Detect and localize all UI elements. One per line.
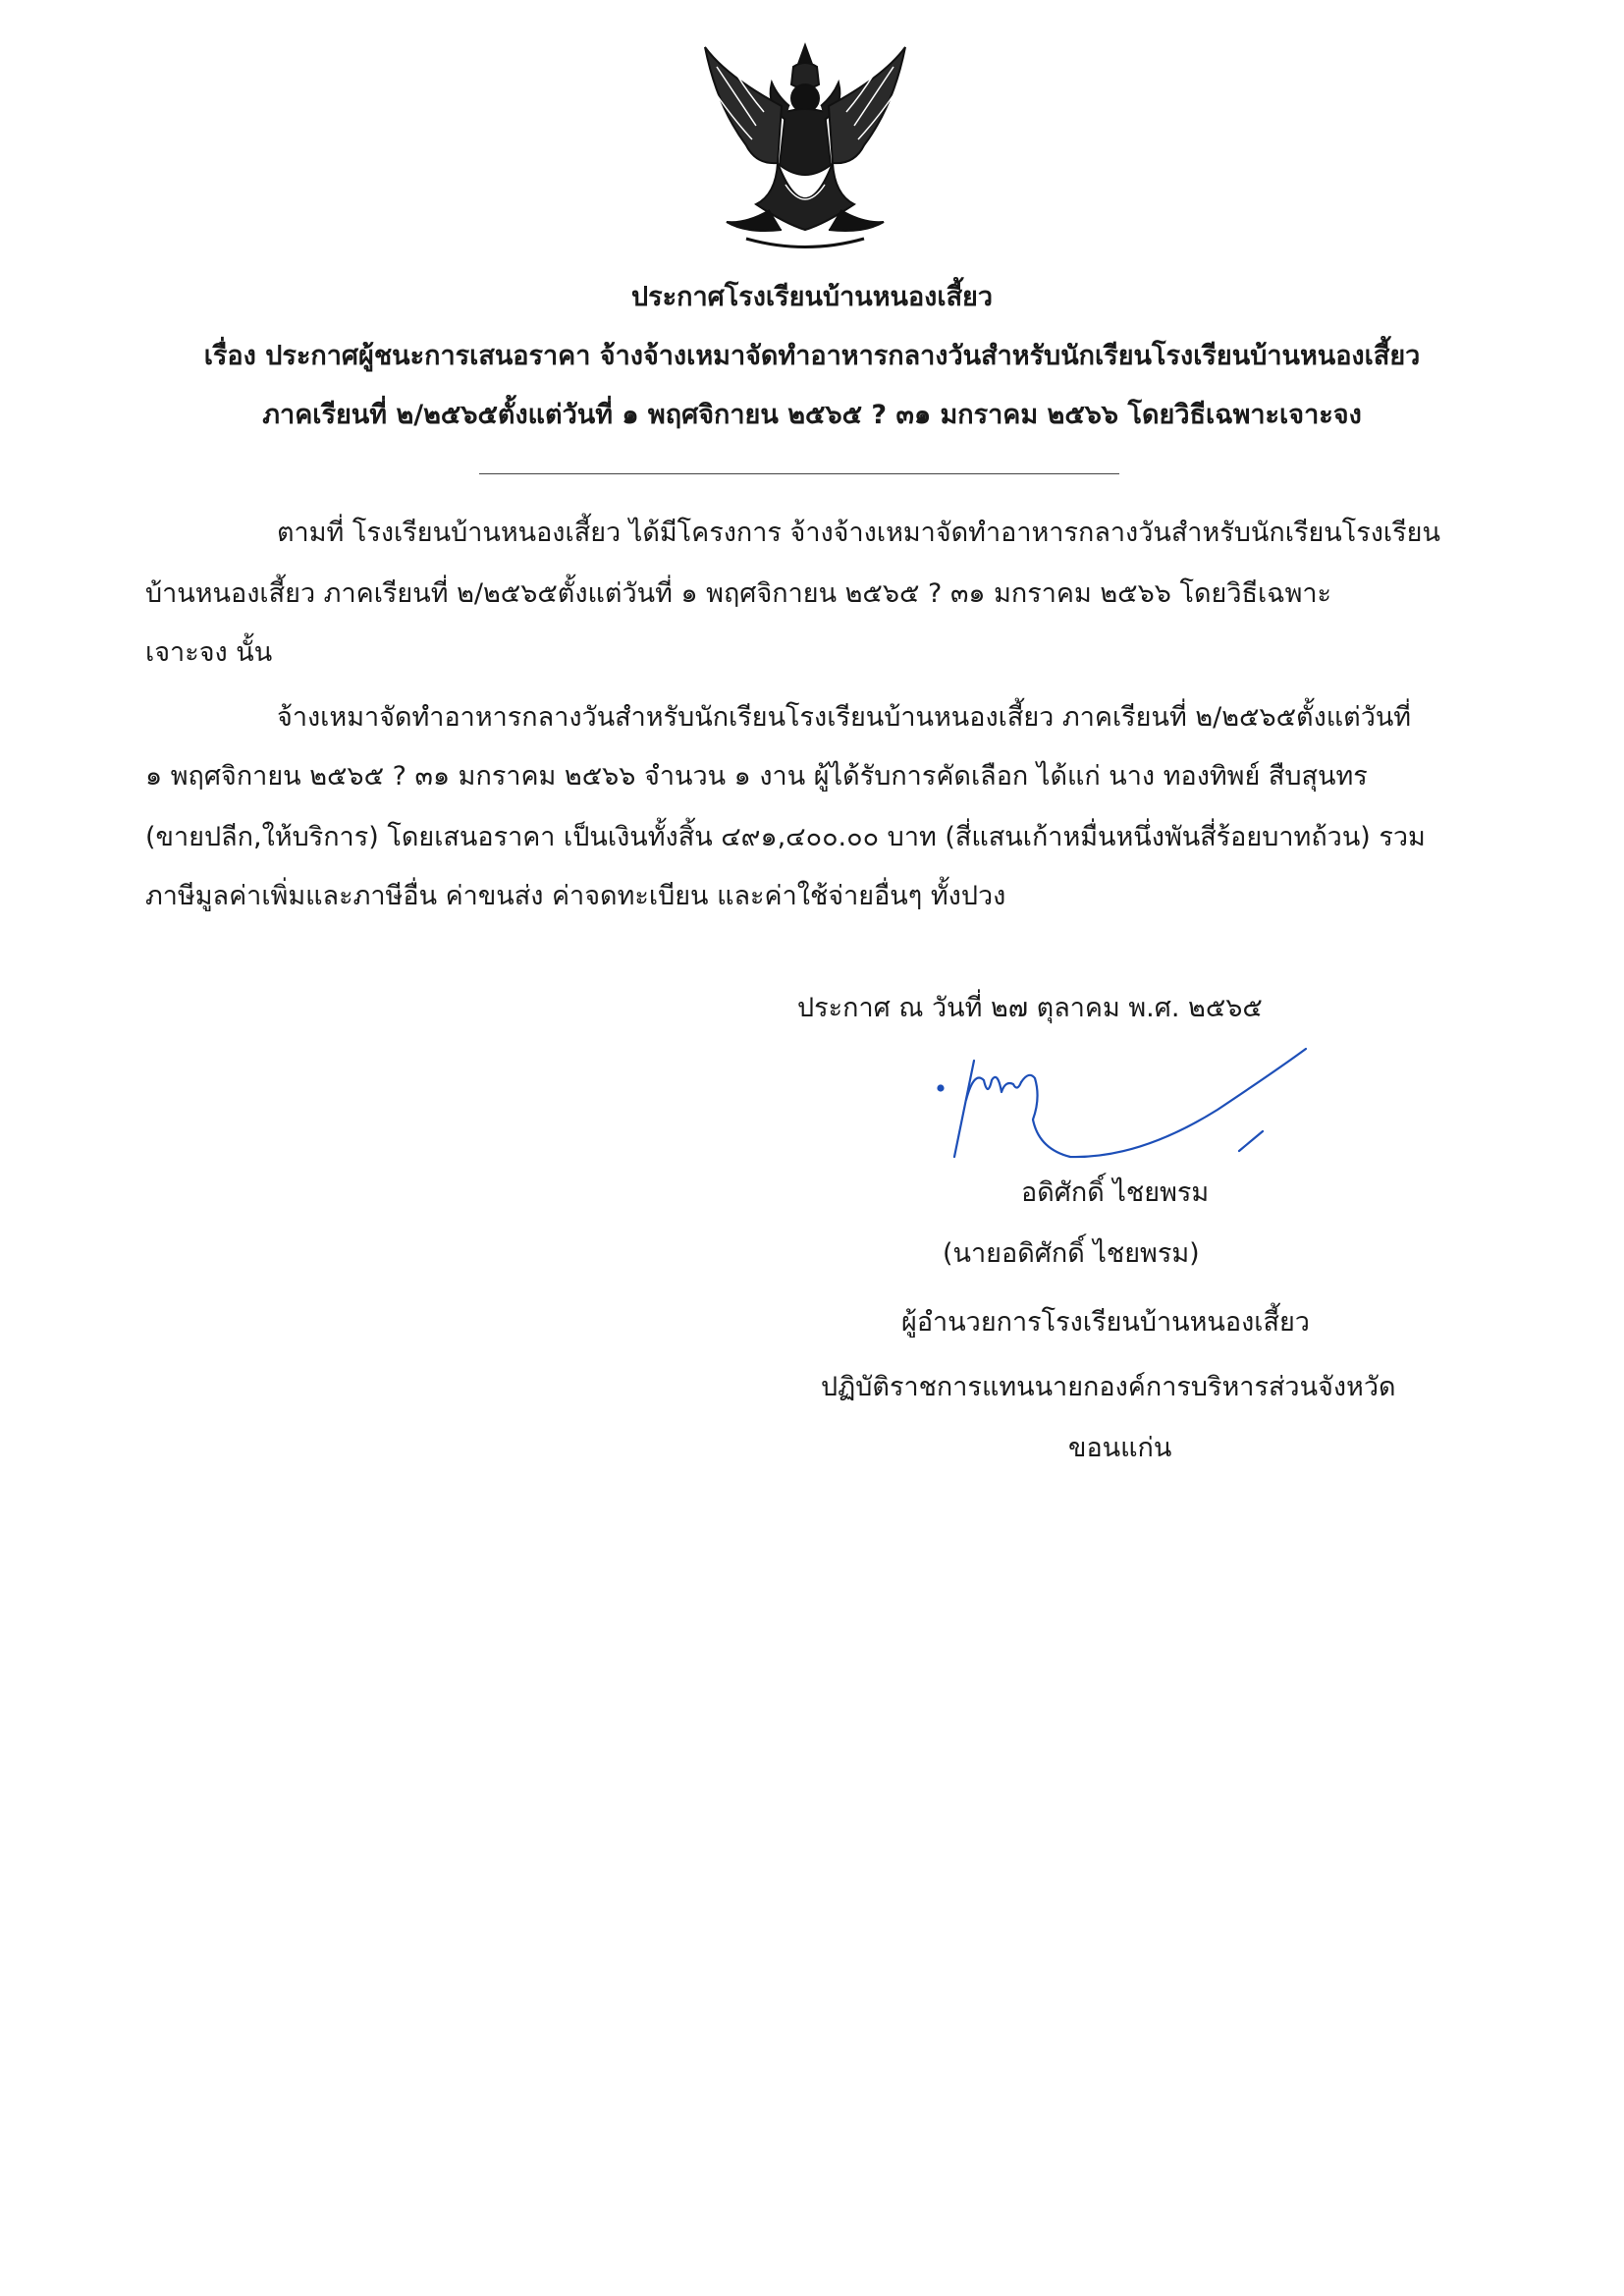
announcement-date: ประกาศ ณ วันที่ ๒๗ ตุลาคม พ.ศ. ๒๕๖๕ [797, 993, 1263, 1023]
signer-position: ผู้อำนวยการโรงเรียนบ้านหนองเสี้ยว [901, 1307, 1310, 1338]
paragraph-1-line-1: ตามที่ โรงเรียนบ้านหนองเสี้ยว ได้มีโครงการ จ้างจ้างเหมาจัดทำอาหารกลางวันสำหรับนักเรียนโรงเรียน [277, 518, 1440, 548]
signer-acting-for: ปฏิบัติราชการแทนนายกองค์การบริหารส่วนจังหวัด [821, 1372, 1396, 1402]
signer-province: ขอนแก่น [1068, 1433, 1172, 1463]
garuda-emblem-icon [687, 37, 923, 263]
signer-full-name: (นายอดิศักดิ์ ไชยพรม) [943, 1238, 1200, 1269]
document-title: ประกาศโรงเรียนบ้านหนองเสี้ยว [630, 282, 994, 312]
paragraph-2-line-4: ภาษีมูลค่าเพิ่มและภาษีอื่น ค่าขนส่ง ค่าจดทะเบียน และค่าใช้จ่ายอื่นๆ ทั้งปวง [145, 881, 1006, 911]
signer-typed-name: อดิศักดิ์ ไชยพรม [1021, 1177, 1210, 1208]
paragraph-1-line-3: เจาะจง นั้น [145, 637, 273, 668]
document-subject-continued: ภาคเรียนที่ ๒/๒๕๖๕ตั้งแต่วันที่ ๑ พฤศจิกายน ๒๕๖๕ ? ๓๑ มกราคม ๒๕๖๖ โดยวิธีเฉพาะเจาะจง [262, 400, 1362, 430]
title-divider [479, 473, 1119, 474]
document-subject: เรื่อง ประกาศผู้ชนะการเสนอราคา จ้างจ้างเหมาจัดทำอาหารกลางวันสำหรับนักเรียนโรงเรียนบ้านหนองเสี้ยว [203, 341, 1421, 371]
paragraph-2-line-3: (ขายปลีก,ให้บริการ) โดยเสนอราคา เป็นเงินทั้งสิ้น ๔๙๑,๔๐๐.๐๐ บาท (สี่แสนเก้าหมื่นหนึ่งพันสี่ร้อยบาทถ้วน) รวม [145, 822, 1426, 852]
handwritten-signature [923, 1041, 1335, 1178]
paragraph-2-line-1: จ้างเหมาจัดทำอาหารกลางวันสำหรับนักเรียนโรงเรียนบ้านหนองเสี้ยว ภาคเรียนที่ ๒/๒๕๖๕ตั้งแต่วันที่ [277, 702, 1412, 733]
paragraph-1-line-2: บ้านหนองเสี้ยว ภาคเรียนที่ ๒/๒๕๖๕ตั้งแต่วันที่ ๑ พฤศจิกายน ๒๕๖๕ ? ๓๑ มกราคม ๒๕๖๖ โดยวิธีเฉพาะ [145, 578, 1332, 609]
paragraph-2-line-2: ๑ พฤศจิกายน ๒๕๖๕ ? ๓๑ มกราคม ๒๕๖๖ จำนวน ๑ งาน ผู้ได้รับการคัดเลือก ได้แก่ นาง ทองทิพย์ สืบสุนทร [145, 761, 1368, 792]
